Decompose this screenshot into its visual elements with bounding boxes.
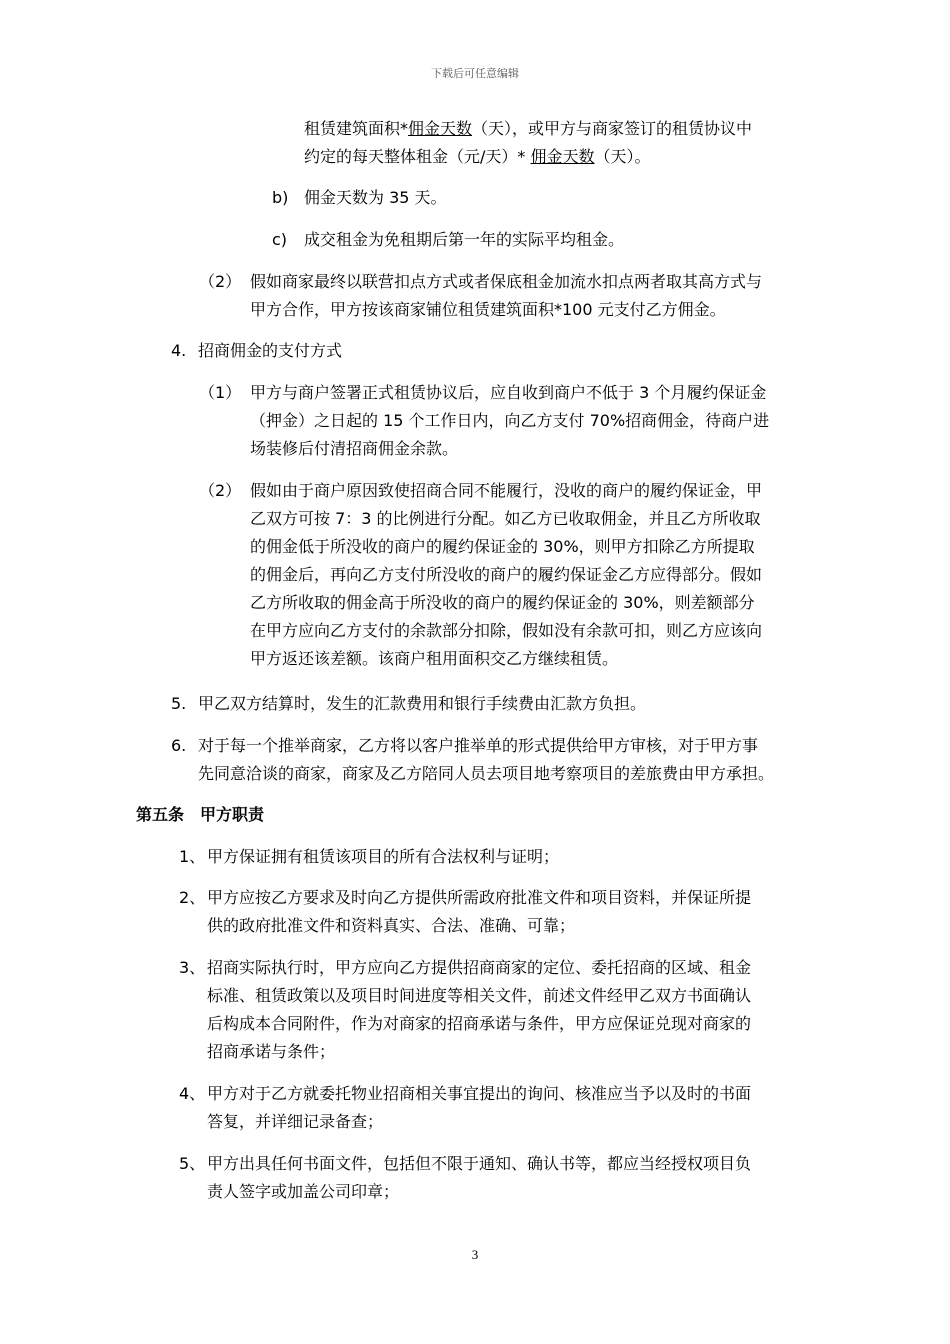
duty-item-1 (179, 843, 560, 871)
item-marker: 1、 (179, 847, 206, 866)
item-marker: 4. (171, 341, 187, 360)
item-marker: 2、 (179, 888, 206, 907)
item-marker: b) (272, 188, 289, 207)
article-number: 第五条 (136, 805, 185, 824)
item-5 (171, 690, 647, 718)
text-line: 的佣金低于所没收的商户的履约保证金的 30%，则甲方扣除乙方所提取 (250, 537, 755, 556)
text-line: 后构成本合同附件，作为对商家的招商承诺与条件，甲方应保证兑现对商家的 (207, 1014, 752, 1033)
item-marker: （2） (199, 481, 242, 500)
continued-paragraph (304, 115, 752, 171)
text-line: 乙双方可按 7：3 的比例进行分配。如乙方已收取佣金，并且乙方所收取 (250, 509, 761, 528)
duty-item-4 (179, 1080, 752, 1136)
text-line: 乙方所收取的佣金高于所没收的商户的履约保证金的 30%，则差额部分 (250, 593, 755, 612)
text-line: 约定的每天整体租金（元/天）* 佣金天数（天）。 (304, 147, 651, 166)
sub-item-c (272, 226, 625, 254)
underlined-term: 佣金天数 (530, 147, 595, 166)
text-line: 假如商家最终以联营扣点方式或者保底租金加流水扣点两者取其高方式与 (250, 272, 763, 291)
page-header: 下载后可任意编辑 (431, 67, 519, 80)
text-line: 责人签字或加盖公司印章； (207, 1182, 400, 1201)
text-line: 招商实际执行时，甲方应向乙方提供招商商家的定位、委托招商的区域、租金 (207, 958, 752, 977)
text-line: 甲方与商户签署正式租赁协议后，应自收到商户不低于 3 个月履约保证金 (250, 383, 767, 402)
item-marker: 5. (171, 694, 187, 713)
item-marker: （1） (199, 383, 242, 402)
duty-item-5 (179, 1150, 752, 1206)
text-line: 场装修后付清招商佣金余款。 (250, 439, 459, 458)
page-number: 3 (471, 1247, 479, 1262)
text-line: （押金）之日起的 15 个工作日内，向乙方支付 70%招商佣金，待商户进 (250, 411, 770, 430)
text-line: 甲方返还该差额。该商户租用面积交乙方继续租赁。 (250, 649, 619, 668)
text-line: 假如由于商户原因致使招商合同不能履行，没收的商户的履约保证金，甲 (250, 481, 763, 500)
item-text: 佣金天数为 35 天。 (304, 188, 447, 207)
sub-item-b (272, 184, 447, 212)
text-line: 在甲方应向乙方支付的余款部分扣除，假如没有余款可扣，则乙方应该向 (250, 621, 763, 640)
item-4 (171, 337, 343, 365)
article-title: 甲方职责 (200, 805, 265, 824)
text-line: 先同意洽谈的商家，商家及乙方陪同人员去项目地考察项目的差旅费由甲方承担。 (198, 764, 775, 783)
item-text: 成交租金为免租期后第一年的实际平均租金。 (304, 230, 625, 249)
text-line: 甲方合作，甲方按该商家铺位租赁建筑面积*100 元支付乙方佣金。 (250, 300, 726, 319)
text-line: 对于每一个推举商家，乙方将以客户推举单的形式提供给甲方审核，对于甲方事 (198, 736, 759, 755)
item-marker: 5、 (179, 1154, 206, 1173)
sub-paragraph-4-2 (199, 477, 763, 673)
item-text: 招商佣金的支付方式 (198, 341, 343, 360)
sub-paragraph-4-1 (199, 379, 770, 463)
item-marker: 6. (171, 736, 187, 755)
item-text: 甲乙双方结算时，发生的汇款费用和银行手续费由汇款方负担。 (198, 694, 647, 713)
text-line: 甲方对于乙方就委托物业招商相关事宜提出的询问、核准应当予以及时的书面 (207, 1084, 752, 1103)
text-line: 甲方保证拥有租赁该项目的所有合法权利与证明； (207, 847, 560, 866)
text-line: 甲方应按乙方要求及时向乙方提供所需政府批准文件和项目资料，并保证所提 (207, 888, 752, 907)
text-line: 答复，并详细记录备查； (207, 1112, 384, 1131)
article-heading (136, 801, 264, 829)
item-marker: （2） (199, 272, 242, 291)
text-line: 的佣金后，再向乙方支付所没收的商户的履约保证金乙方应得部分。假如 (250, 565, 763, 584)
underlined-term: 佣金天数 (408, 119, 473, 138)
text-line: 供的政府批准文件和资料真实、合法、准确、可靠； (207, 916, 576, 935)
text-line: 甲方出具任何书面文件，包括但不限于通知、确认书等，都应当经授权项目负 (207, 1154, 752, 1173)
item-marker: c) (272, 230, 288, 249)
duty-item-2 (179, 884, 752, 940)
item-marker: 3、 (179, 958, 206, 977)
item-marker: 4、 (179, 1084, 206, 1103)
text-line: 标准、租赁政策以及项目时间进度等相关文件，前述文件经甲乙双方书面确认 (207, 986, 752, 1005)
text-line: 招商承诺与条件； (207, 1042, 336, 1061)
item-6 (171, 732, 775, 788)
text-line: 租赁建筑面积*佣金天数（天），或甲方与商家签订的租赁协议中 (304, 119, 753, 138)
sub-paragraph-3-2 (199, 268, 763, 324)
duty-item-3 (179, 954, 752, 1066)
